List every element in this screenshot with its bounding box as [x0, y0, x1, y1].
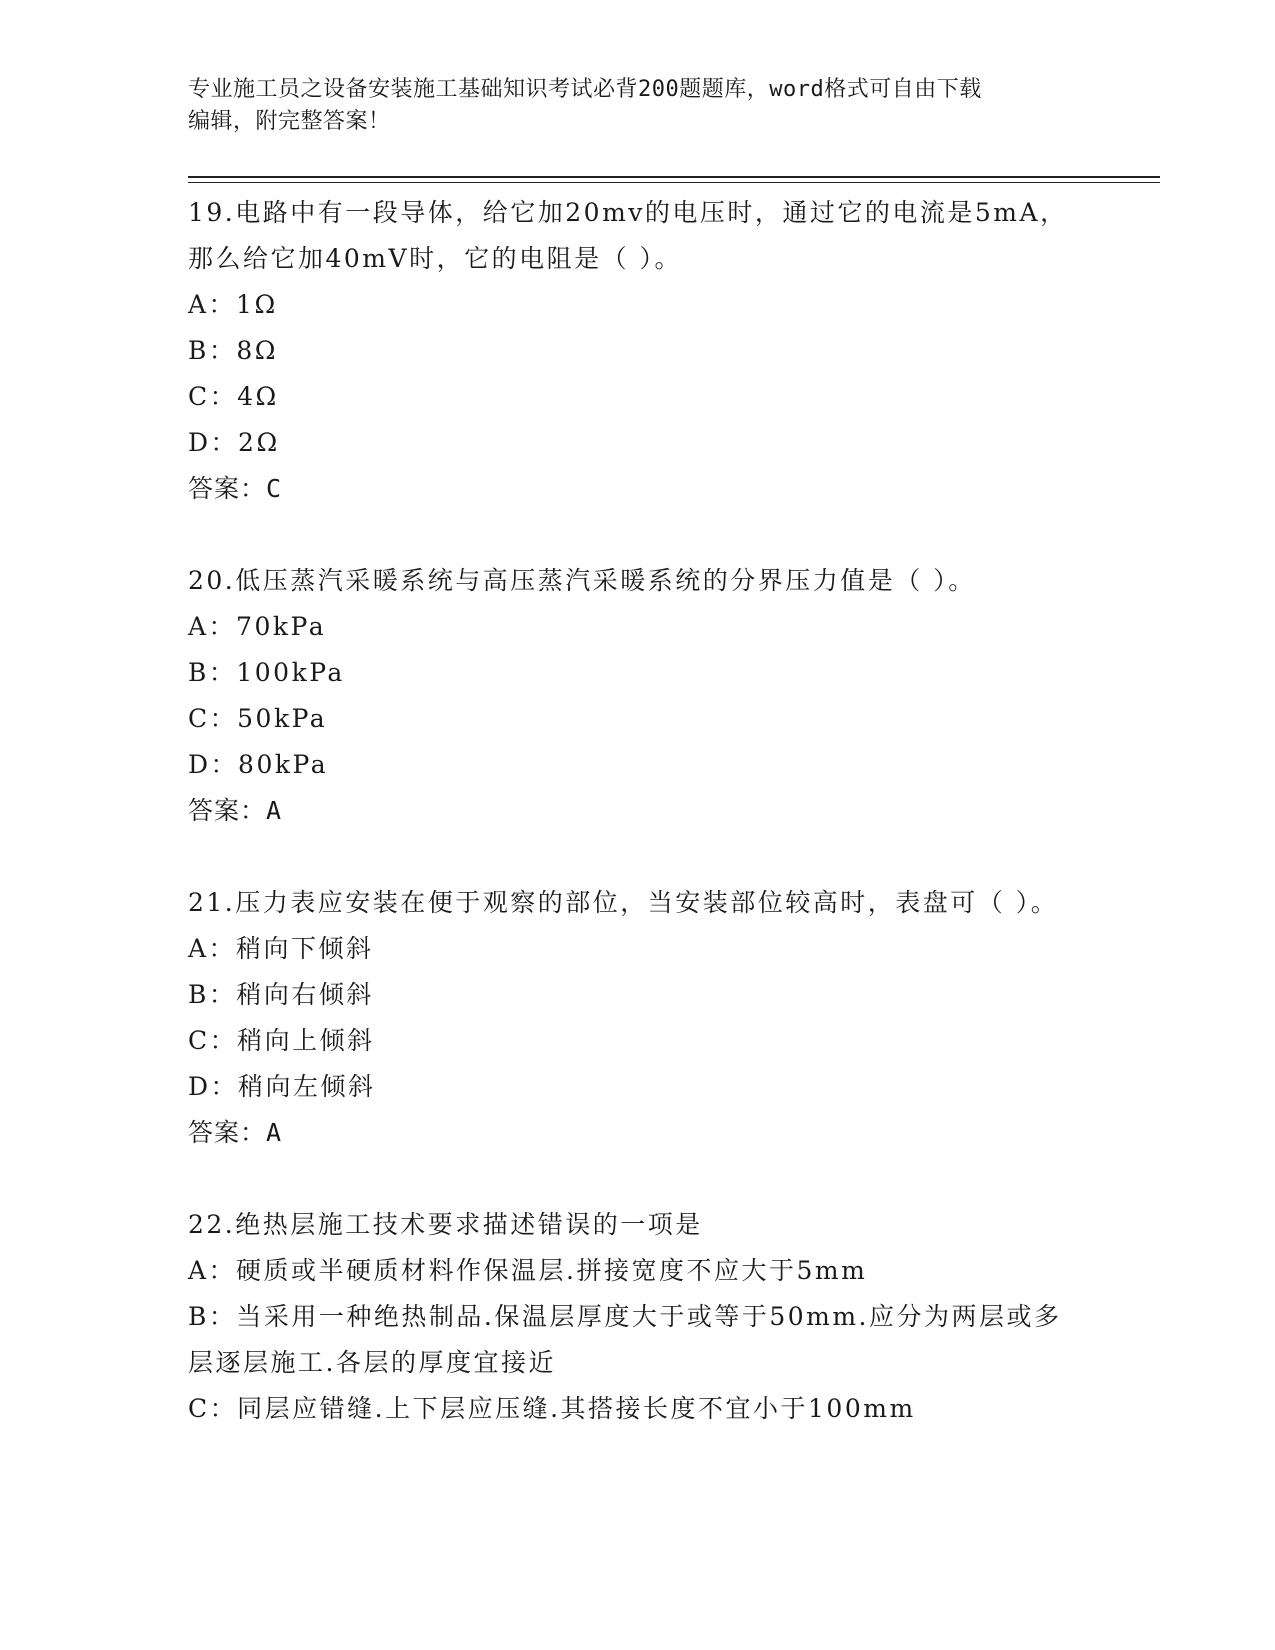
option-b: B：当采用一种绝热制品.保温层厚度大于或等于50mm.应分为两层或多层逐层施工.各层的厚度宜接近	[188, 1302, 1062, 1377]
question-20	[188, 558, 1088, 834]
option-b: B：100kPa	[188, 658, 345, 687]
option-b: B：稍向右倾斜	[188, 980, 374, 1009]
option-c: C：50kPa	[188, 704, 328, 733]
question-19	[188, 190, 1088, 512]
answer: 答案：A	[188, 1118, 283, 1147]
option-a: A：稍向下倾斜	[188, 934, 374, 963]
question-text: 20.低压蒸汽采暖系统与高压蒸汽采暖系统的分界压力值是（ ）。	[188, 566, 976, 595]
question-text: 22.绝热层施工技术要求描述错误的一项是	[188, 1210, 703, 1239]
header-line-2: 编辑，附完整答案！	[188, 109, 391, 134]
option-b: B：8Ω	[188, 336, 279, 365]
question-text: 21.压力表应安装在便于观察的部位，当安装部位较高时，表盘可（ ）。	[188, 888, 1059, 917]
option-d: D：2Ω	[188, 428, 280, 457]
header-divider-thin	[188, 182, 1160, 183]
header-divider-thick	[188, 176, 1160, 178]
question-list	[188, 190, 1088, 1432]
option-c: C：同层应错缝.上下层应压缝.其搭接长度不宜小于100mm	[188, 1394, 916, 1423]
document-header	[188, 74, 1088, 138]
header-line-1: 专业施工员之设备安装施工基础知识考试必背200题题库，word格式可自由下载	[188, 77, 982, 102]
option-d: D：稍向左倾斜	[188, 1072, 376, 1101]
option-a: A：70kPa	[188, 612, 327, 641]
option-a: A：硬质或半硬质材料作保温层.拼接宽度不应大于5mm	[188, 1256, 868, 1285]
question-22	[188, 1202, 1088, 1432]
option-d: D：80kPa	[188, 750, 329, 779]
option-c: C：4Ω	[188, 382, 279, 411]
question-text: 19.电路中有一段导体，给它加20mv的电压时，通过它的电流是5mA，那么给它加40mV时，它的电阻是（ ）。	[188, 198, 1068, 273]
answer: 答案：A	[188, 796, 283, 825]
option-a: A：1Ω	[188, 290, 278, 319]
answer: 答案：C	[188, 474, 283, 503]
question-21	[188, 880, 1088, 1156]
option-c: C：稍向上倾斜	[188, 1026, 375, 1055]
